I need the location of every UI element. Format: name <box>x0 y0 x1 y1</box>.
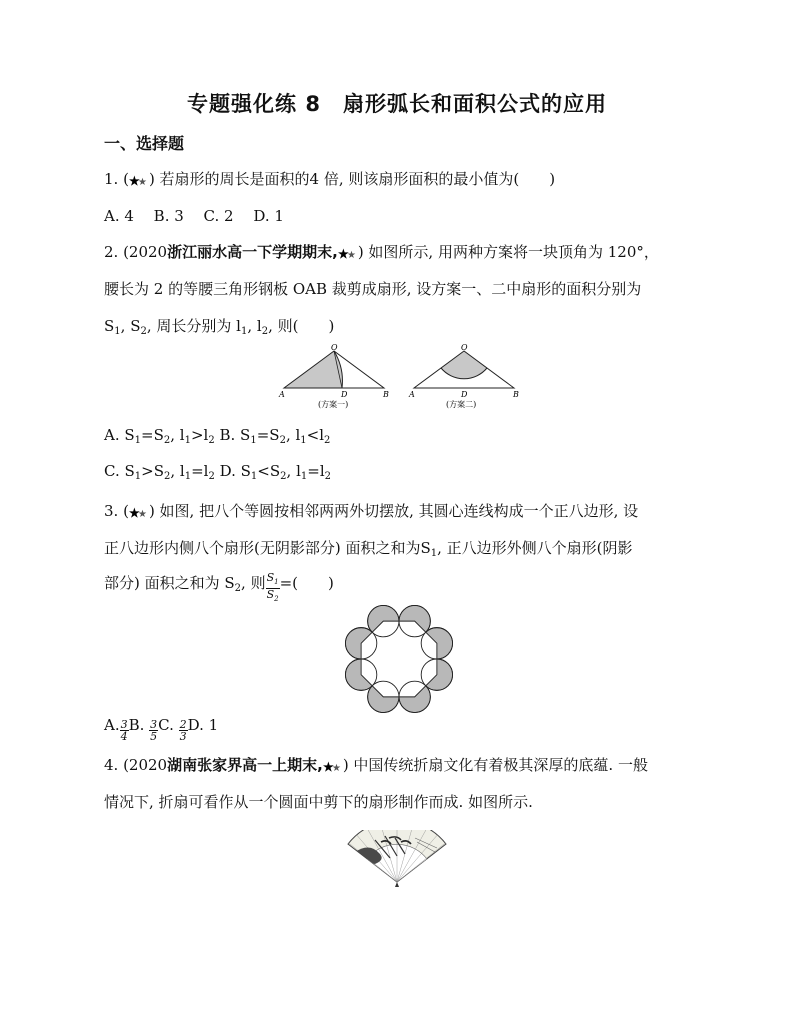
question-3-line-3: 部分) 面积之和为 $S_2$, 则 $\frac{S_1}{S_2}$ =( ) <box>104 571 334 603</box>
fraction-s1-s2: $\frac{S_1}{S_2}$ <box>266 571 279 603</box>
question-2-line-1: 2. (2020浙江丽水高一下学期期末, ★ ★ ) 如图所示, 用两种方案将一块顶角为 120°， <box>104 243 659 261</box>
svg-text:★: ★ <box>128 506 140 518</box>
svg-text:★: ★ <box>337 247 349 259</box>
svg-text:B: B <box>513 390 519 399</box>
question-1-options: A. 4 B. 3 C. 2 D. 1 <box>104 207 284 225</box>
difficulty-star-icon <box>323 760 343 772</box>
folding-fan-image <box>345 830 449 888</box>
svg-text:★: ★ <box>331 763 341 772</box>
difficulty-star-icon <box>129 174 149 186</box>
question-3-line-1: 3. ( ★ ★ ) 如图, 把八个等圆按相邻两两外切摆放, 其圆心连线构成一个正八边形, 设 <box>104 502 639 520</box>
question-2-line-2: 腰长为 2 的等腰三角形钢板 OAB 裁剪成扇形, 设方案一、二中扇形的面积分别为 <box>104 280 642 298</box>
scheme-1-caption: (方案一) <box>318 400 349 409</box>
difficulty-star-icon <box>129 506 149 518</box>
question-4-line-1: 4. (2020湖南张家界高一上期末, ★ ★ ) 中国传统折扇文化有着极其深厚的底蕴. 一般 <box>104 756 648 774</box>
svg-text:A: A <box>409 390 415 399</box>
question-3-options: A. $\frac{3}{4}$ B. $\frac{3}{5}$ C. $\frac{2}{3}$ D. 1 <box>104 716 219 743</box>
question-4-line-2: 情况下, 折扇可看作从一个圆面中剪下的扇形制作而成. 如图所示. <box>104 793 533 811</box>
svg-text:D: D <box>341 390 348 399</box>
svg-text:O: O <box>461 343 468 352</box>
scheme-2-caption: (方案二) <box>446 400 477 409</box>
question-1: 1. ( ★ ★ ) 若扇形的周长是面积的4 倍, 则该扇形面积的最小值为( ) <box>104 170 556 188</box>
page-title: 专题强化练 8 扇形弧长和面积公式的应用 <box>187 92 607 116</box>
section-heading: 一、选择题 <box>104 134 185 153</box>
svg-text:★: ★ <box>137 509 147 518</box>
question-2-options-cd: C. $S_1>S_2$, $l_1=l_2$ D. $S_1<S_2$, $l_1=l_2$ <box>104 462 331 482</box>
svg-text:A: A <box>279 390 285 399</box>
svg-text:B: B <box>383 390 389 399</box>
difficulty-star-icon <box>338 247 358 259</box>
question-2-line-3: $S_1$, $S_2$, 周长分别为 $l_1$, $l_2$, 则( ) <box>104 317 335 337</box>
svg-text:D: D <box>461 390 468 399</box>
scheme-2-diagram <box>408 343 519 409</box>
scheme-1-diagram <box>278 343 389 409</box>
sector-scheme-figure <box>276 343 524 413</box>
svg-text:★: ★ <box>346 250 356 259</box>
svg-text:★: ★ <box>128 174 140 186</box>
svg-text:O: O <box>331 343 338 352</box>
question-3-line-2: 正八边形内侧八个扇形(无阴影部分) 面积之和为$S_1$, 正八边形外侧八个扇形(阴影 <box>104 539 633 559</box>
question-2-options-ab: A. $S_1=S_2$, $l_1>l_2$ B. $S_1=S_2$, $l_1<l_2$ <box>104 426 331 446</box>
svg-text:★: ★ <box>322 760 334 772</box>
eight-circles-figure <box>343 603 455 715</box>
svg-text:★: ★ <box>137 177 147 186</box>
